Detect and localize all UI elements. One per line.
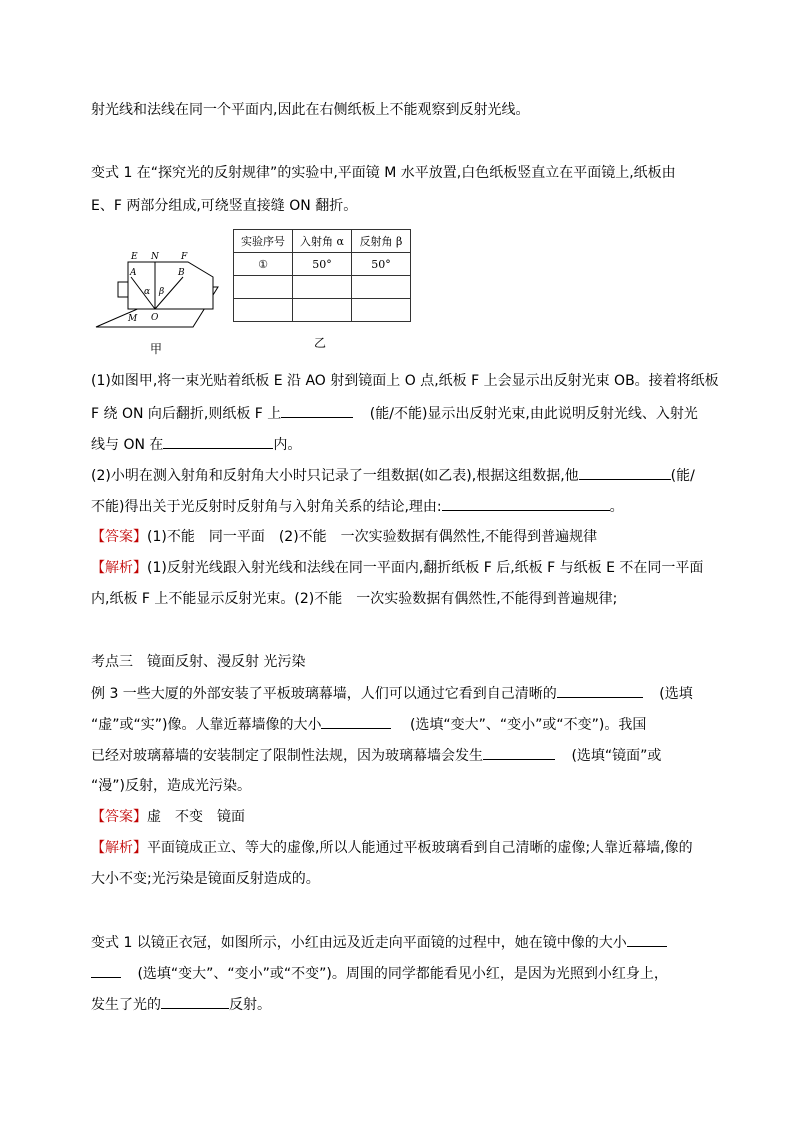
answer-line [91,527,597,547]
answer-tag: 【答案】 [91,809,147,825]
text-line [91,465,695,486]
explanation-tag: 【解析】 [91,560,147,576]
table-header-cell: 实验序号 [234,230,293,253]
answer-blank[interactable] [163,434,273,449]
text-line [91,403,698,424]
table-header-row [234,230,411,253]
label-alpha: α [144,287,151,297]
label-O: O [151,313,159,323]
text-line [91,932,667,953]
text-span: 反射。 [229,997,271,1013]
text-span: 。 [609,499,624,515]
table-cell: ① [234,253,293,276]
text-span: (选填“变大”、“变小”或“不变”)。周围的同学都能看见小红，是因为光照到小红身上， [137,966,668,982]
text-span: 变式 1 以镜正衣冠，如图所示，小红由远及近走向平面镜的过程中，她在镜中像的大小 [91,935,627,951]
text-line [91,714,646,735]
section-heading: 考点三 镜面反射、漫反射 光污染 [91,654,306,670]
label-E: E [131,252,138,262]
answer-blank[interactable] [579,465,671,480]
label-beta: β [159,287,165,297]
explanation-line [91,838,693,858]
answer-blank[interactable] [483,745,555,760]
explanation-line: 内,纸板 F 上不能显示反射光束。(2)不能 一次实验数据有偶然性,不能得到普遍规律; [91,591,618,607]
answer-text: (1)不能 同一平面 (2)不能 一次实验数据有偶然性,不能得到普遍规律 [147,529,598,545]
label-F: F [181,252,188,262]
answer-tag: 【答案】 [91,529,147,545]
explanation-text: 平面镜成正立、等大的虚像,所以人能通过平板玻璃看到自己清晰的虚像;人靠近幕墙,像的 [147,840,693,856]
text-line: “漫”)反射，造成光污染。 [91,778,251,794]
text-span: 不能)得出关于光反射时反射角与入射角关系的结论,理由: [91,499,442,515]
text-line: 变式 1 在“探究光的反射规律”的实验中,平面镜 M 水平放置,白色纸板竖直立在平面镜上,纸板由 [91,165,676,181]
label-M: M [128,314,138,324]
answer-blank[interactable] [321,714,391,729]
text-span: 线与 ON 在 [91,437,164,453]
table-cell [293,299,352,322]
answer-blank[interactable] [281,403,353,418]
text-line: (1)如图甲,将一束光贴着纸板 E 沿 AO 射到镜面上 O 点,纸板 F 上会显示出反射光束 OB。接着将纸板 [91,373,719,389]
figure-b-caption: 乙 [314,336,327,350]
text-line [91,434,301,455]
answer-blank[interactable] [627,932,667,947]
label-B: B [178,268,185,278]
label-N: N [151,252,159,262]
text-span: (选填“镜面”或 [571,748,662,764]
explanation-text: (1)反射光线跟入射光线和法线在同一平面内,翻折纸板 F 后,纸板 F 与纸板 E 不在同一平面 [147,560,704,576]
table-row [234,253,411,276]
answer-blank[interactable] [91,963,121,978]
table-header-cell: 入射角 α [293,230,352,253]
answer-blank[interactable] [557,683,643,698]
text-line [91,745,661,766]
answer-text: 虚 不变 镜面 [147,809,245,825]
table-header-cell: 反射角 β [352,230,411,253]
table-cell [234,299,293,322]
text-line: 射光线和法线在同一个平面内,因此在右侧纸板上不能观察到反射光线。 [91,102,530,118]
table-row [234,276,411,299]
text-span: F 绕 ON 向后翻折,则纸板 F 上 [91,406,282,422]
answer-blank[interactable] [161,994,229,1009]
text-span: 已经对玻璃幕墙的安装制定了限制性法规，因为玻璃幕墙会发生 [91,748,483,764]
table-cell [234,276,293,299]
text-span: 例 3 一些大厦的外部安装了平板玻璃幕墙，人们可以通过它看到自己清晰的 [91,686,557,702]
table-cell [352,276,411,299]
table-cell: 50° [352,253,411,276]
explanation-line: 大小不变;光污染是镜面反射造成的。 [91,871,320,887]
text-span: 发生了光的 [91,997,161,1013]
text-span: (2)小明在测入射角和反射角大小时只记录了一组数据(如乙表),根据这组数据,他 [91,468,579,484]
text-line [91,683,693,704]
text-span: (能/不能)显示出反射光束,由此说明反射光线、入射光 [369,406,698,422]
text-line [91,994,271,1015]
text-line [91,963,668,984]
answer-line [91,807,245,827]
text-span: “虚”或“实”)像。人靠近幕墙像的大小 [91,717,322,733]
explanation-tag: 【解析】 [91,840,147,856]
figure-a-caption: 甲 [150,342,163,356]
text-line [91,496,624,517]
table-cell [293,276,352,299]
table-cell: 50° [293,253,352,276]
answer-blank[interactable] [442,496,610,511]
table-cell [352,299,411,322]
text-span: 内。 [273,437,302,453]
data-table [233,229,411,322]
explanation-line [91,558,703,578]
text-span: (选填 [659,686,693,702]
table-row [234,299,411,322]
label-A: A [130,268,137,278]
text-span: (选填“变大”、“变小”或“不变”)。我国 [409,717,647,733]
text-span: (能/ [670,468,695,484]
text-line: E、F 两部分组成,可绕竖直接缝 ON 翻折。 [91,198,358,214]
